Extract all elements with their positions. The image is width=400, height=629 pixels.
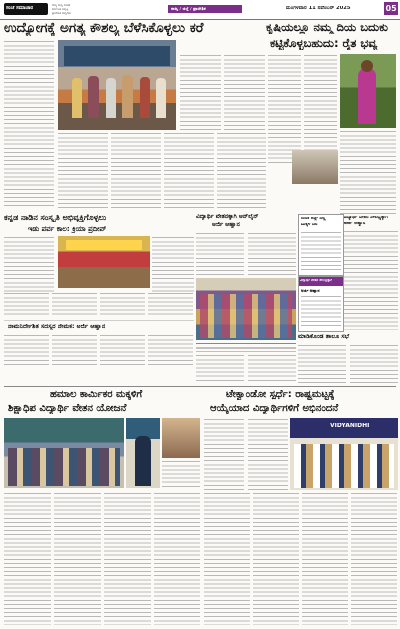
pager-line2: ಕರ್ನಾಟಕ ಆವೃತ್ತಿ: [52, 7, 69, 11]
ad-text: [301, 295, 341, 329]
ad-title: ವಿದ್ಯಾರ್ಥಿ ವೇತನ ಸೌಲಭ್ಯಕ್ಕಾಗಿ: [300, 279, 333, 282]
masthead-tagline: ಪ್ರಾದೇಶಿಕ ಸುದ್ದಿಗಳು: [52, 11, 71, 15]
story9-text: [4, 492, 200, 625]
section-tag-box: [168, 5, 242, 13]
page-number: 05: [385, 4, 397, 13]
headline-7: ನಾಮನಿರ್ದೇಶಿತ ಸದಸ್ಯರ ನೇಮಕ: ಅರ್ಜಿ ಆಹ್ವಾನ: [8, 324, 106, 330]
photo-taekwondo: [290, 418, 398, 490]
headline-5-line2: ಮಕ್ಕಳ ದಿನ: [301, 223, 318, 227]
headline-3: ಕನ್ನಡ ನಾಡಿನ ಸಂಸ್ಕೃತಿ ಅಭಿವ್ಯಕ್ತಿಗೊಳ್ಳಲು: [4, 214, 107, 222]
headline-1: ಉದ್ಯೋಗಕ್ಕೆ ಅಗತ್ಯ ಕೌಶಲ್ಯ ಬೆಳೆಸಿಕೊಳ್ಳಲು ಕರೆ: [4, 22, 204, 36]
photo-stage: [4, 418, 124, 488]
story5-box: [298, 214, 344, 276]
ad-box: [298, 276, 344, 332]
logo-text: ಸಂಜೆ ಸಮಾಚಾರ: [6, 6, 34, 11]
page-number-box: [384, 2, 398, 15]
photo-students-group: [294, 444, 394, 488]
photo-speaker-figure: [135, 436, 151, 486]
headline-3-sub: ಇಡು ಪರ್ವ ಕಾಲ: ಕ್ರಿಯಾ ಪ್ರದೀಪ್: [28, 226, 107, 233]
story2-right-text-2: [340, 130, 396, 216]
photo-students: [196, 278, 296, 340]
masthead: [0, 0, 400, 20]
story9-text-2: [162, 460, 200, 490]
headline-10-line2: ಆಯ್ಕೆಯಾದ ವಿದ್ಯಾರ್ಥಿಗಳಿಗೆ ಅಭಿನಂದನೆ: [210, 404, 339, 414]
headline-8: ಮಾಡಿಕೊಂಡ ತಾಲೂ ಸಭೆ: [298, 334, 350, 340]
story8-text-2: [196, 354, 296, 384]
photo-speaker: [126, 418, 160, 488]
photo-farmer-figure: [358, 68, 376, 124]
masthead-date: ಮಂಗಳವಾರ 11 ನವೆಂಬರ್ 2025: [286, 6, 351, 11]
photo-ceremony: [58, 40, 176, 130]
story10-text: [204, 418, 288, 490]
headline-9-line2: ಶಿಕ್ಷಾಧಿಪ ವಿದ್ಯಾರ್ಥಿ ವೇತನ ಯೋಜನೆ: [8, 404, 127, 414]
photo-rajyotsava: [58, 236, 150, 288]
story6-text: [344, 230, 398, 330]
story3-text-3: [4, 292, 194, 316]
photo-felicitation: [162, 418, 200, 458]
story7-text: [4, 334, 194, 368]
photo-farmer-head: [361, 60, 373, 72]
divider: [4, 320, 194, 321]
photo-caption-students: [196, 342, 296, 352]
headline-4-line1: ವಿದ್ಯಾರ್ಥಿ ವೇತನಕ್ಕಾಗಿ ಆನ್‌ಲೈನ್: [196, 214, 259, 220]
photo-small-right: [292, 150, 338, 184]
photo-banner-text: VIDYANIDHI: [330, 423, 370, 429]
photo-stage-banner: [64, 46, 170, 66]
headline-9-line1: ಹಮಾಲ ಕಾರ್ಮಿಕರ ಮಕ್ಕಳಿಗೆ: [50, 390, 143, 400]
story10-text-2: [204, 492, 398, 625]
masthead-pager: [52, 3, 120, 15]
divider: [4, 386, 396, 387]
story1-text: [58, 132, 266, 208]
story1-col1: [4, 40, 54, 208]
photo-person: [106, 78, 116, 118]
story5-text: [301, 231, 341, 273]
photo-person: [72, 78, 82, 118]
story3-text: [4, 236, 54, 294]
photo-banner: [66, 240, 142, 250]
headline-2-line2: ಕಟ್ಟಿಕೊಳ್ಳಬಹುದು: ರೈತ ಭವ್ಯ: [270, 38, 378, 50]
masthead-logo: [4, 3, 48, 15]
story3-text-2: [152, 236, 194, 294]
photo-person: [88, 76, 99, 118]
photo-person: [122, 75, 133, 118]
photo-farmer: [340, 54, 396, 128]
story2-text: [180, 54, 266, 130]
headline-10-line1: ಟೇಕ್ವಾಂಡೋ ಸ್ಪರ್ಧೆ: ರಾಷ್ಟ್ರಮಟ್ಟಕ್ಕೆ: [226, 390, 335, 400]
story8-text: [298, 344, 398, 384]
photo-person: [156, 78, 166, 118]
ad-body: ಅರ್ಜಿ ಆಹ್ವಾನ: [301, 289, 320, 293]
pager-line1: ರಾಜ್ಯ ಸುದ್ದಿ ಸಂಚಿಕೆ: [52, 3, 71, 7]
headline-5-line1: ಬಿಬಿಕಿ ಕಿಡ್ಸ್ ನಲ್ಲಿ: [301, 217, 326, 221]
photo-crowd: [200, 294, 292, 338]
headline-6-line1: ವಿದ್ಯಾರ್ಥಿ ವೇತನ ಸೌಲಭ್ಯಕ್ಕಾಗಿ: [344, 216, 388, 220]
headline-6-line2: ಅರ್ಜಿ ಆಹ್ವಾನ: [344, 222, 366, 226]
photo-person: [140, 77, 150, 118]
story4-text: [196, 232, 296, 276]
story2-right-text: [268, 54, 338, 164]
headline-2-line1: ಕೃಷಿಯಲ್ಲೂ ನಮ್ಮ ದಿಯ ಬದುಕು: [266, 22, 388, 34]
section-tags: ರಾಜ್ಯ / ಜಿಲ್ಲೆ / ಪ್ರಾದೇಶಿಕ: [171, 6, 206, 11]
photo-audience: [8, 448, 120, 486]
headline-4-line2: ಅರ್ಜಿ ಆಹ್ವಾನ: [212, 222, 240, 228]
